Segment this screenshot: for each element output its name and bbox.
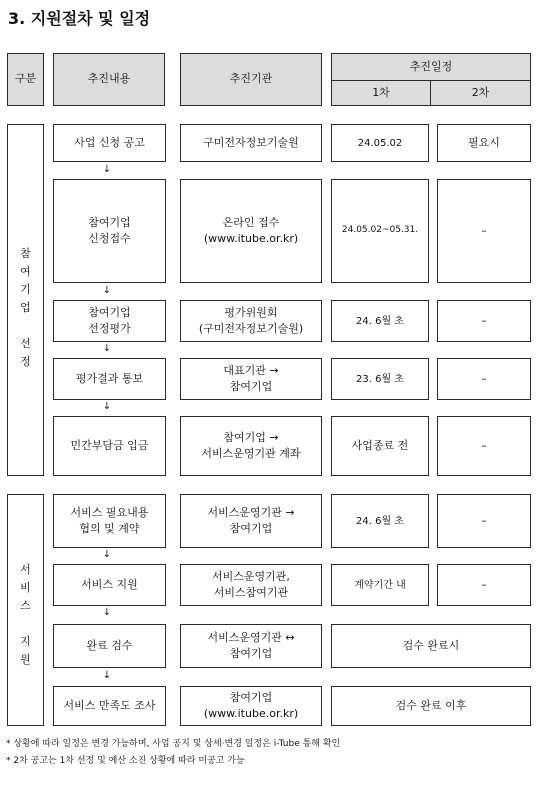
row-round1: 24.05.02~05.31. (331, 179, 429, 283)
row-agency: 참여기업 → 서비스운영기관 계좌 (180, 416, 322, 476)
row-content: 서비스 지원 (53, 564, 166, 606)
row-schedule-merged: 검수 완료시 (331, 624, 531, 668)
flow-arrow: ↓ (102, 164, 112, 175)
row-round2: – (437, 564, 531, 606)
header-content: 추진내용 (53, 53, 165, 106)
row-content: 참여기업 신청접수 (53, 179, 166, 283)
flow-arrow: ↓ (102, 549, 112, 560)
row-content: 평가결과 통보 (53, 358, 166, 400)
header-schedule: 추진일정 (331, 53, 531, 81)
header-category: 구분 (7, 53, 44, 106)
group-selection (7, 124, 44, 476)
row-agency: 참여기업 (www.itube.or.kr) (180, 686, 322, 726)
row-content: 서비스 만족도 조사 (53, 686, 166, 726)
group-selection-label: 참 여 기 업 선 정 (20, 247, 31, 368)
section-title: 3. 지원절차 및 일정 (8, 9, 151, 28)
row-round2: – (437, 179, 531, 283)
row-agency: 구미전자정보기술원 (180, 124, 322, 162)
flow-arrow: ↓ (102, 285, 112, 296)
header-round1: 1차 (331, 80, 431, 106)
row-round1: 24. 6월 초 (331, 300, 429, 342)
header-agency: 추진기관 (180, 53, 322, 106)
row-round2: – (437, 358, 531, 400)
row-round1: 24.05.02 (331, 124, 429, 162)
row-agency: 서비스운영기관 → 참여기업 (180, 494, 322, 548)
row-content: 서비스 필요내용 협의 및 계약 (53, 494, 166, 548)
flow-arrow: ↓ (102, 343, 112, 354)
row-agency: 평가위원회 (구미전자정보기술원) (180, 300, 322, 342)
row-schedule-merged: 검수 완료 이후 (331, 686, 531, 726)
row-content: 완료 검수 (53, 624, 166, 668)
row-content: 민간부담금 입금 (53, 416, 166, 476)
flow-arrow: ↓ (102, 401, 112, 412)
row-content: 참여기업 선정평가 (53, 300, 166, 342)
notes (6, 736, 340, 770)
row-agency: 서비스운영기관, 서비스참여기관 (180, 564, 322, 606)
row-round2: – (437, 494, 531, 548)
row-round2: – (437, 300, 531, 342)
row-round1: 24. 6월 초 (331, 494, 429, 548)
note-item: * 2차 공고는 1차 선정 및 예산 소진 상황에 따라 미공고 가능 (6, 756, 245, 766)
flow-arrow: ↓ (102, 670, 112, 681)
row-round1: 사업종료 전 (331, 416, 429, 476)
row-agency: 서비스운영기관 ↔ 참여기업 (180, 624, 322, 668)
row-content: 사업 신청 공고 (53, 124, 166, 162)
group-service-label: 서 비 스 지 원 (20, 563, 31, 666)
header-round2: 2차 (430, 80, 531, 106)
row-round1: 23. 6월 초 (331, 358, 429, 400)
row-agency: 온라인 접수 (www.itube.or.kr) (180, 179, 322, 283)
row-agency: 대표기관 → 참여기업 (180, 358, 322, 400)
row-round1: 계약기간 내 (331, 564, 429, 606)
flow-arrow: ↓ (102, 607, 112, 618)
group-service (7, 494, 44, 726)
row-round2: – (437, 416, 531, 476)
row-round2: 필요시 (437, 124, 531, 162)
note-item: * 상황에 따라 일정은 변경 가능하며, 사업 공지 및 상세·변경 일정은 i-Tube 통해 확인 (6, 739, 341, 749)
